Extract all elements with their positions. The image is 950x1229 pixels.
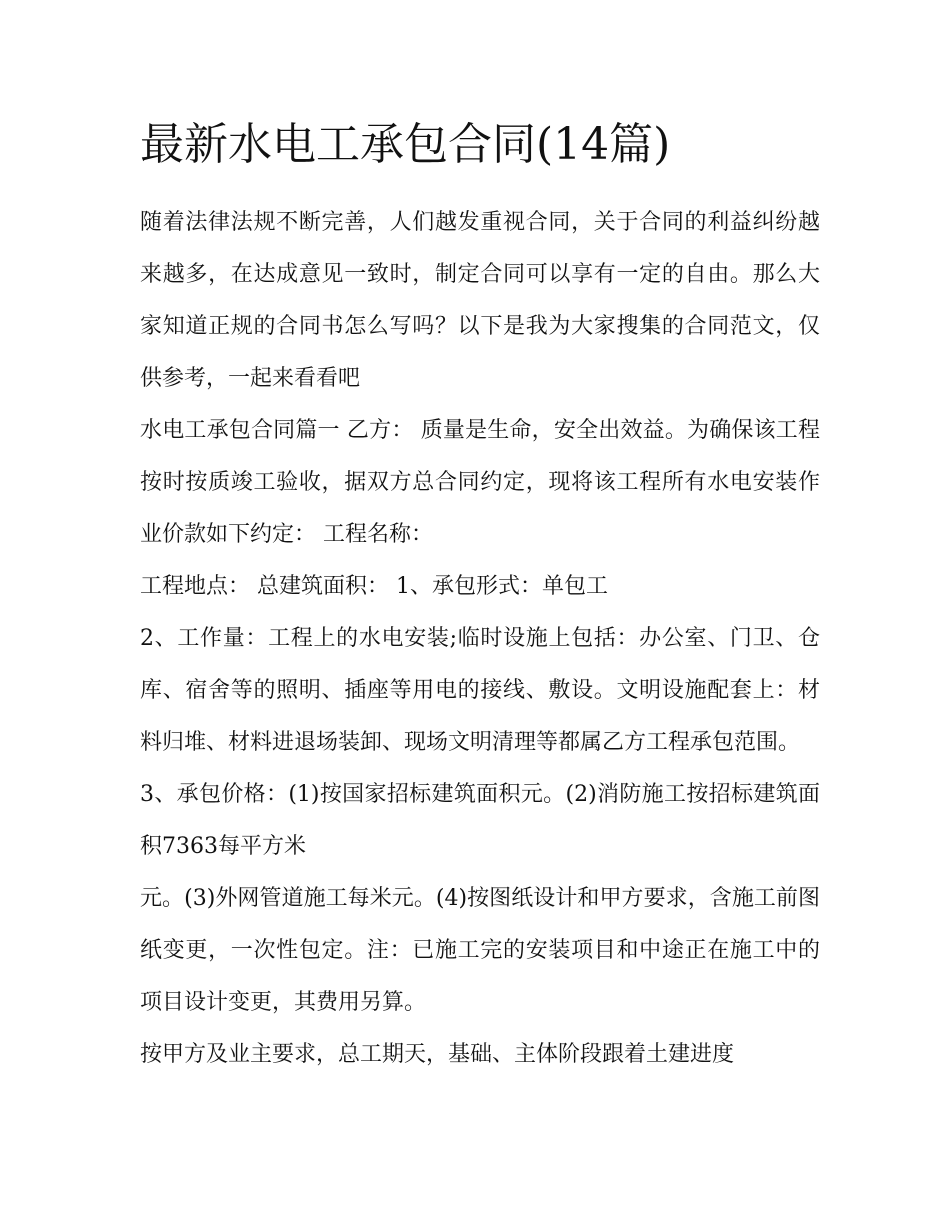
- document-title: 最新水电工承包合同(14篇): [140, 119, 671, 170]
- paragraph-price: 3、承包价格：(1)按国家招标建筑面积元。(2)消防施工按招标建筑面积7363每平方米: [140, 782, 820, 859]
- document-body: [140, 197, 820, 1081]
- paragraph-schedule: 按甲方及业主要求，总工期天，基础、主体阶段跟着土建进度: [140, 1042, 735, 1067]
- paragraph-intro: 随着法律法规不断完善，人们越发重视合同，关于合同的利益纠纷越来越多，在达成意见一致时，制定合同可以享有一定的自由。那么大家知道正规的合同书怎么写吗？以下是我为大家搜集的合同范文，仅供参考，一起来看看吧: [140, 210, 820, 391]
- paragraph-price-continued: 元。(3)外网管道施工每米元。(4)按图纸设计和甲方要求，含施工前图纸变更，一次性包定。注：已施工完的安装项目和中途正在施工中的项目设计变更，其费用另算。: [140, 886, 820, 1015]
- paragraph-location: 工程地点： 总建筑面积： 1、承包形式：单包工: [140, 574, 608, 599]
- paragraph-workload: 2、工作量：工程上的水电安装;临时设施上包括：办公室、门卫、仓库、宿舍等的照明、插座等用电的接线、敷设。文明设施配套上：材料归堆、材料进退场装卸、现场文明清理等都属乙方工程承包范围。: [140, 626, 820, 755]
- paragraph-contract-one: 水电工承包合同篇一 乙方： 质量是生命，安全出效益。为确保该工程按时按质竣工验收，据双方总合同约定，现将该工程所有水电安装作业价款如下约定： 工程名称：: [140, 418, 820, 547]
